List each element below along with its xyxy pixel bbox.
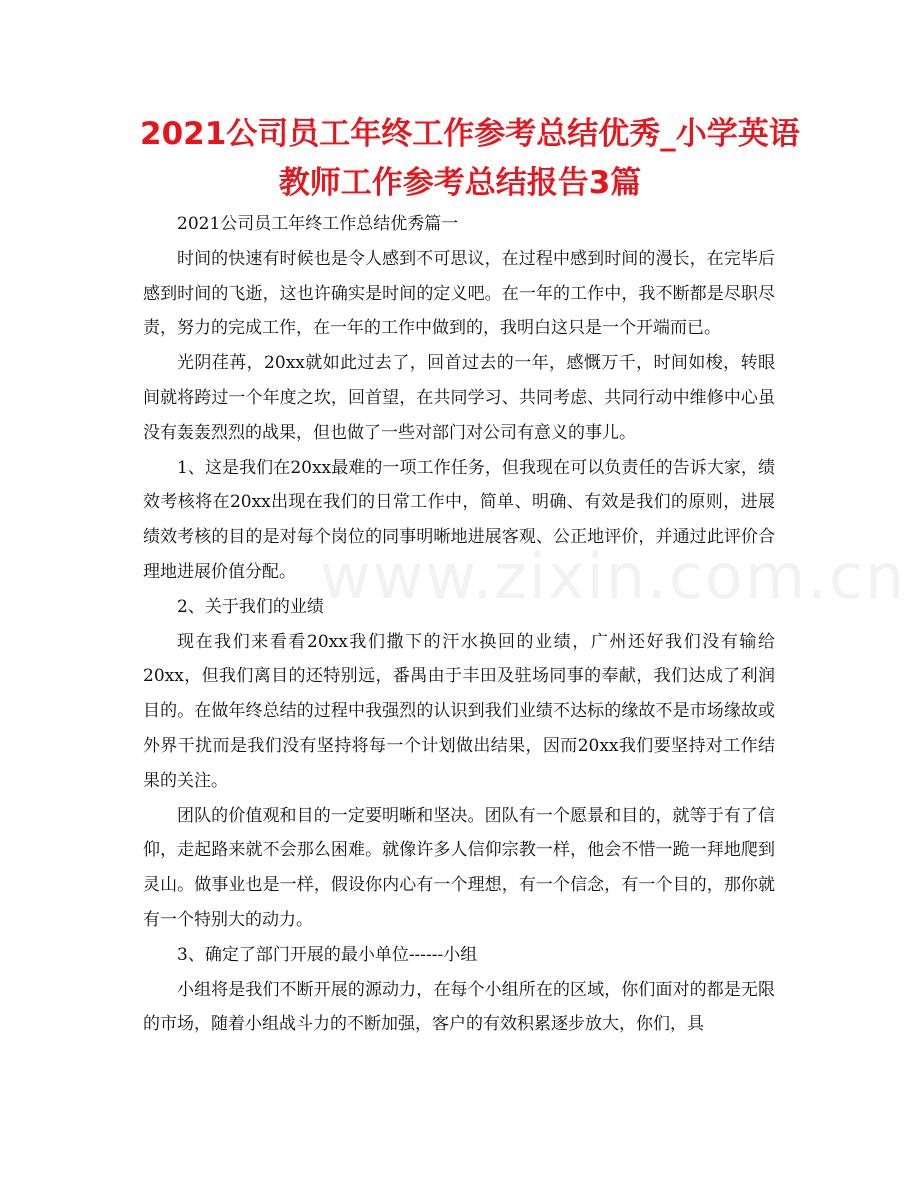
list-item-heading-3: 3、确定了部门开展的最小单位------小组 <box>177 944 478 965</box>
paragraph-6: 小组将是我们不断开展的源动力，在每个小组所在的区域，你们面对的都是无限的市场，随着小组战斗力的不断加强，客户的有效积累逐步放大，你们，具 <box>143 979 775 1035</box>
watermark: www.zixin.com.cn <box>320 540 907 613</box>
document-body <box>143 207 907 1042</box>
paragraph-4: 现在我们来看看20xx我们撒下的汗水换回的业绩，广州还好我们没有输给20xx，但我们离目的还特别远，番禺由于丰田及驻场同事的奉献，我们达成了利润目的。在做年终总结的过程中我强烈的认识到我们业绩不达标的缘故不是市场缘故或外界干扰而是我们没有坚持将每一个计划做出结果，因而20xx我们要坚持对工作结果的关注。 <box>143 631 775 791</box>
title-line-1: 2021公司员工年终工作参考总结优秀_小学英语 <box>140 116 800 152</box>
document-title <box>140 110 800 208</box>
paragraph-2: 光阴荏苒，20xx就如此过去了，回首过去的一年，感慨万千，时间如梭，转眼间就将跨过一个年度之坎，回首望，在共同学习、共同考虑、共同行动中维修中心虽没有轰轰烈烈的战果，但也做了一些对部门对公司有意义的事儿。 <box>143 353 775 443</box>
paragraph-5: 团队的价值观和目的一定要明晰和坚决。团队有一个愿景和目的，就等于有了信仰，走起路来就不会那么困难。就像许多人信仰宗教一样，他会不惜一跪一拜地爬到灵山。做事业也是一样，假设你内心有一个理想，有一个信念，有一个目的，那你就有一个特别大的动力。 <box>143 805 775 930</box>
list-item-heading-2: 2、关于我们的业绩 <box>177 596 324 617</box>
section-heading-1: 2021公司员工年终工作总结优秀篇一 <box>177 214 459 234</box>
paragraph-3: 1、这是我们在20xx最难的一项工作任务，但我现在可以负责任的告诉大家，绩效考核将在20xx出现在我们的日常工作中，简单、明确、有效是我们的原则，进展绩效考核的目的是对每个岗位的同事明晰地进展客观、公正地评价，并通过此评价合理地进展价值分配。 <box>143 457 775 582</box>
title-line-2: 教师工作参考总结报告3篇 <box>278 165 642 201</box>
paragraph-1: 时间的快速有时候也是令人感到不可思议，在过程中感到时间的漫长，在完毕后感到时间的飞逝，这也许确实是时间的定义吧。在一年的工作中，我不断都是尽职尽责，努力的完成工作，在一年的工作中做到的，我明白这只是一个开端而已。 <box>143 248 775 339</box>
